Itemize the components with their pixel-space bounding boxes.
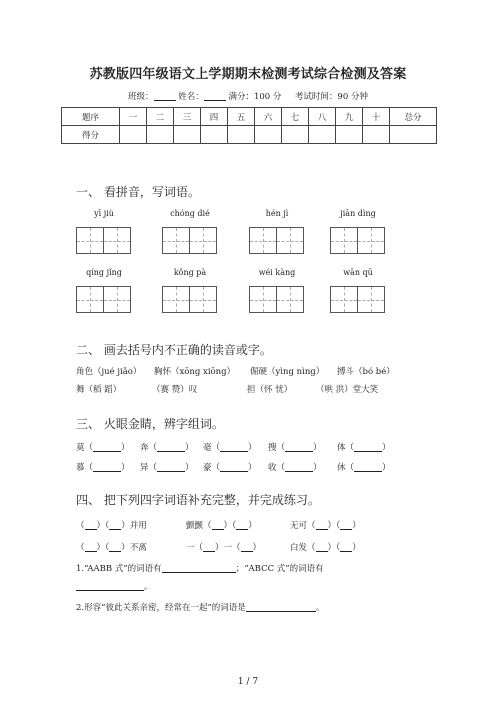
idiom-item: 无可（ ）（ ） xyxy=(290,521,361,531)
score-header-cell: 十 xyxy=(363,108,390,126)
character-item: （哄 洪）堂大笑 xyxy=(316,385,379,395)
word-group-item: 收（ ） xyxy=(268,463,322,473)
idiom-item: 一（ ）一（ ） xyxy=(186,543,262,553)
idiom-item: （ ）（ ）不离 xyxy=(76,543,147,553)
class-label: 班级： xyxy=(128,92,154,102)
score-table xyxy=(61,107,437,144)
class-blank[interactable] xyxy=(154,91,176,101)
pinyin-label: chóng dié xyxy=(170,209,210,218)
answer-blank[interactable] xyxy=(93,442,121,452)
score-cell[interactable] xyxy=(147,126,174,144)
name-label: 姓名： xyxy=(178,92,204,102)
score-header-cell: 七 xyxy=(282,108,309,126)
word-group-item: 豪（ ） xyxy=(203,463,257,473)
score-header-cell: 八 xyxy=(309,108,336,126)
word-group-item: 休（ ） xyxy=(337,463,391,473)
idiom-blank[interactable] xyxy=(109,520,121,530)
pinyin-label: wéi kàng xyxy=(258,268,296,277)
score-cell[interactable] xyxy=(363,126,390,144)
score-cell[interactable] xyxy=(255,126,282,144)
word-group-item: 异（ ） xyxy=(140,463,194,473)
name-blank[interactable] xyxy=(204,91,226,101)
answer-blank[interactable] xyxy=(220,462,248,472)
exam-info xyxy=(0,90,496,102)
score-total-cell[interactable] xyxy=(390,126,437,144)
writing-grid[interactable] xyxy=(249,227,303,254)
word-group-item: 奔（ ） xyxy=(140,443,194,453)
writing-grid[interactable] xyxy=(162,286,216,313)
score-header-cell: 九 xyxy=(336,108,363,126)
exam-time: 考试时间：90 分钟 xyxy=(294,92,368,102)
score-header-cell: 六 xyxy=(255,108,282,126)
idiom-item: 白发（ ）（ ） xyxy=(290,543,361,553)
idiom-item: （ ）（ ）并用 xyxy=(76,521,147,531)
answer-blank[interactable] xyxy=(354,462,382,472)
question-2: 2.形容“彼此关系亲密，经常在一起”的词语是 。 xyxy=(76,603,325,613)
pinyin-label: yī jiù xyxy=(94,209,114,218)
idiom-blank[interactable] xyxy=(85,542,97,552)
pronunciation-item: 倔硬（yìng nìng） xyxy=(250,367,325,377)
word-group-item: 搜（ ） xyxy=(268,443,322,453)
idiom-blank[interactable] xyxy=(340,520,352,530)
score-row xyxy=(62,126,437,144)
answer-blank[interactable] xyxy=(93,462,121,472)
idiom-blank[interactable] xyxy=(236,520,248,530)
answer-blank[interactable] xyxy=(162,563,236,573)
answer-blank[interactable] xyxy=(220,442,248,452)
answer-blank[interactable] xyxy=(76,581,144,591)
section1-heading: 一、 看拼音，写词语。 xyxy=(76,185,200,199)
score-header-cell: 二 xyxy=(147,108,174,126)
section3-heading: 三、 火眼金睛，辨字组词。 xyxy=(76,417,224,431)
pinyin-label: qíng jǐng xyxy=(86,268,122,277)
score-header-cell: 一 xyxy=(120,108,147,126)
word-group-item: 体（ ） xyxy=(337,443,391,453)
pinyin-label: wān qū xyxy=(343,268,373,277)
score-cell[interactable] xyxy=(228,126,255,144)
pinyin-label: hén jì xyxy=(265,209,289,218)
answer-blank[interactable] xyxy=(354,442,382,452)
idiom-blank[interactable] xyxy=(241,542,253,552)
idiom-blank[interactable] xyxy=(212,520,224,530)
character-item: （赛 赞）叹 xyxy=(152,385,198,395)
score-header-row xyxy=(62,108,437,126)
score-header-cell: 五 xyxy=(228,108,255,126)
pronunciation-item: 胸怀（xōng xiōng） xyxy=(154,367,236,377)
idiom-blank[interactable] xyxy=(340,542,352,552)
idiom-blank[interactable] xyxy=(85,520,97,530)
idiom-blank[interactable] xyxy=(316,520,328,530)
answer-blank[interactable] xyxy=(157,462,185,472)
writing-grid[interactable] xyxy=(76,286,130,313)
writing-grid[interactable] xyxy=(76,227,130,254)
answer-blank[interactable] xyxy=(157,442,185,452)
character-item: 担（怀 忧） xyxy=(247,385,293,395)
score-cell[interactable] xyxy=(201,126,228,144)
pinyin-label: kǒng pà xyxy=(173,268,207,277)
score-cell[interactable] xyxy=(282,126,309,144)
word-group-item: 莫（ ） xyxy=(76,443,130,453)
question-1-continued: 。 xyxy=(76,580,153,592)
score-cell[interactable] xyxy=(309,126,336,144)
writing-grid[interactable] xyxy=(330,227,384,254)
score-cell[interactable] xyxy=(336,126,363,144)
section4-heading: 四、 把下列四字词语补充完整，并完成练习。 xyxy=(76,493,320,507)
pinyin-label: jiān dìng xyxy=(340,209,376,218)
answer-blank[interactable] xyxy=(285,442,313,452)
page-number: 1 / 7 xyxy=(237,677,259,687)
question-1: 1.“AABB 式”的词语有 ；“ABCC 式”的词语有 xyxy=(76,564,324,574)
full-score: 满分：100 分 xyxy=(228,92,282,102)
score-header-cell: 三 xyxy=(174,108,201,126)
idiom-blank[interactable] xyxy=(109,542,121,552)
writing-grid[interactable] xyxy=(249,286,303,313)
word-group-item: 慕（ ） xyxy=(76,463,130,473)
section2-heading: 二、 画去括号内不正确的读音或字。 xyxy=(76,343,272,357)
score-cell[interactable] xyxy=(120,126,147,144)
idiom-blank[interactable] xyxy=(203,542,215,552)
idiom-item: 颤颤（ ）（ ） xyxy=(186,521,257,531)
writing-grid[interactable] xyxy=(330,286,384,313)
character-item: 舞（稻 蹈） xyxy=(76,385,122,395)
answer-blank[interactable] xyxy=(285,462,313,472)
page-title: 苏教版四年级语文上学期期末检测考试综合检测及答案 xyxy=(89,67,407,82)
writing-grid[interactable] xyxy=(162,227,216,254)
score-header-cell: 题序 xyxy=(62,108,120,126)
score-header-cell: 四 xyxy=(201,108,228,126)
pronunciation-item: 搏斗（bó bé） xyxy=(337,367,395,377)
score-cell[interactable] xyxy=(174,126,201,144)
score-header-cell: 总分 xyxy=(390,108,437,126)
word-group-item: 毫（ ） xyxy=(203,443,257,453)
answer-blank[interactable] xyxy=(246,602,316,612)
score-row-label: 得分 xyxy=(62,126,120,144)
pronunciation-item: 角色（jué jiǎo） xyxy=(76,367,142,377)
idiom-blank[interactable] xyxy=(316,542,328,552)
